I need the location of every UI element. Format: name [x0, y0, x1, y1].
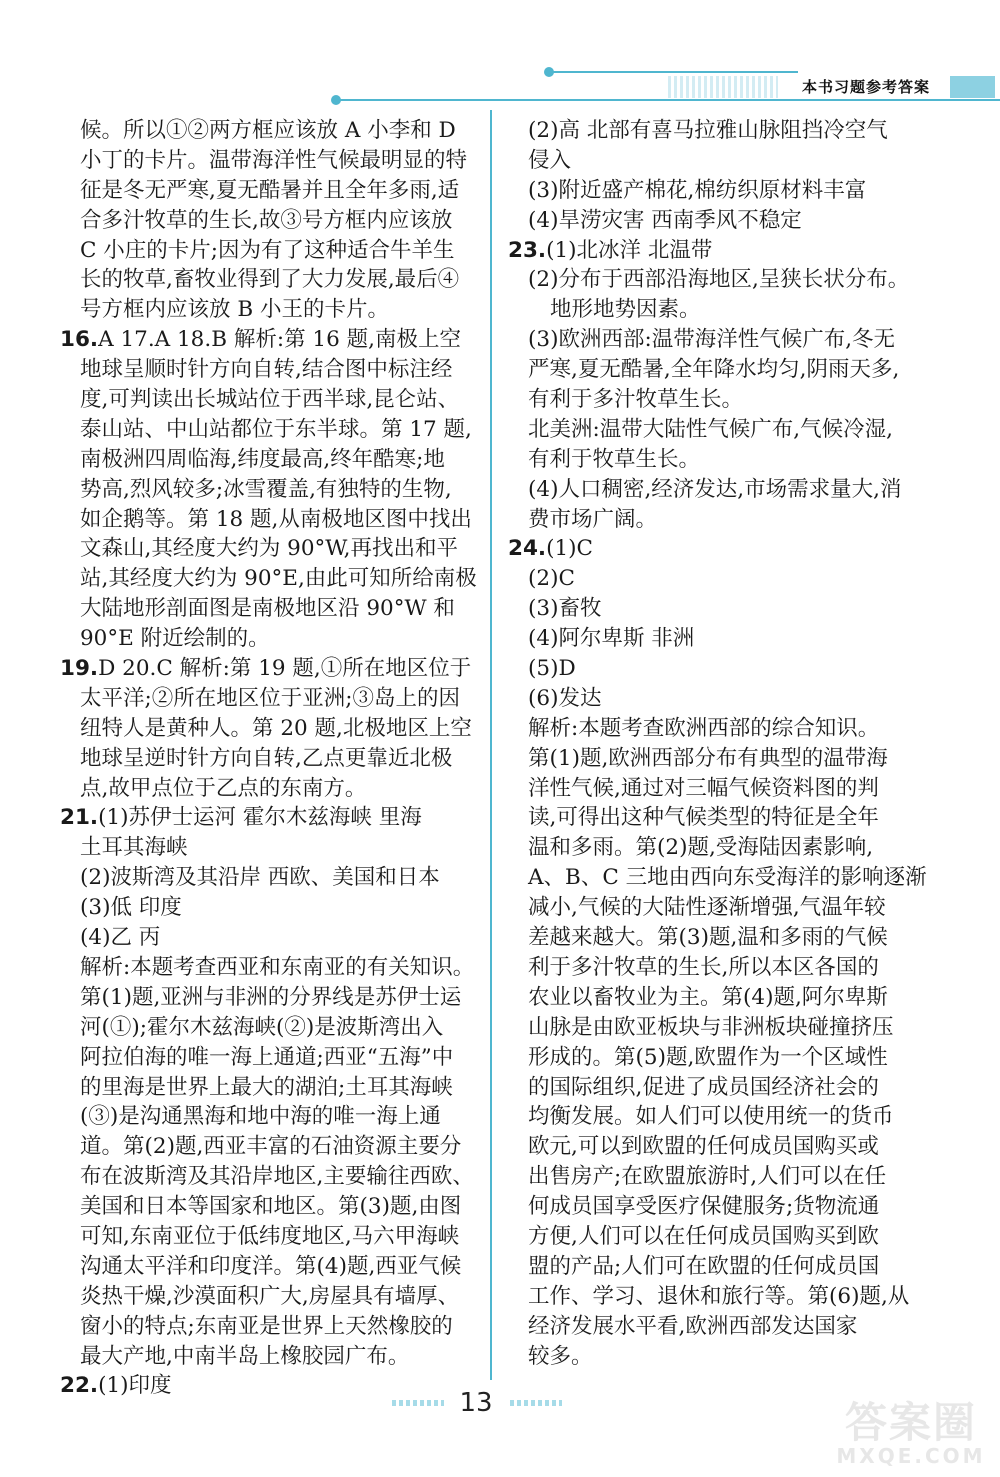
answer-text: 有利于多汁牧草生长。 — [528, 387, 744, 413]
answer-text: (1)印度 — [98, 1373, 172, 1399]
answer-text: 较多。 — [528, 1343, 593, 1369]
answer-line — [508, 803, 940, 833]
answer-line — [60, 594, 488, 624]
answer-text: 纽特人是黄种人。第 20 题,北极地区上空 — [80, 715, 472, 741]
answer-line — [60, 714, 488, 744]
answer-text: 泰山站、中山站都位于东半球。第 17 题, — [80, 416, 472, 442]
answer-line — [508, 505, 940, 535]
answer-text: 第(1)题,欧洲西部分布有典型的温带海 — [528, 745, 888, 771]
answer-text: (3)畜牧 — [528, 596, 602, 622]
answer-text: 点,故甲点位于乙点的东南方。 — [80, 775, 367, 801]
watermark-url: MXQE.COM — [836, 1444, 986, 1468]
answer-text: 严寒,夏无酷暑,全年降水均匀,阴雨天多, — [528, 357, 900, 383]
answer-text: 工作、学习、退休和旅行等。第(6)题,从 — [528, 1283, 910, 1309]
answer-line — [60, 146, 488, 176]
answer-text: 侵入 — [528, 147, 572, 173]
answer-text: A、B、C 三地由西向东受海洋的影响逐渐 — [528, 865, 927, 891]
answer-line — [60, 1162, 488, 1192]
answer-line — [60, 206, 488, 236]
header-rule-top — [548, 71, 798, 73]
question-number: 24. — [508, 536, 547, 562]
answer-text: 文森山,其经度大约为 90°W,再找出和平 — [80, 536, 458, 562]
footer-decoration-right — [510, 1400, 562, 1406]
answer-text: 的里海是世界上最大的湖泊;土耳其海峡 — [80, 1074, 453, 1100]
answer-line — [508, 1132, 940, 1162]
answer-text: 形成的。第(5)题,欧盟作为一个区域性 — [528, 1044, 888, 1070]
answer-text: A 17.A 18.B 解析:第 16 题,南极上空 — [98, 327, 461, 353]
answer-line — [508, 594, 940, 624]
answer-text: 差越来越大。第(3)题,温和多雨的气候 — [528, 925, 888, 951]
answer-text: (5)D — [528, 656, 576, 682]
answer-text: 小丁的卡片。温带海洋性气候最明显的特 — [80, 147, 468, 173]
answer-line — [508, 1102, 940, 1132]
answer-line — [508, 325, 940, 355]
answer-text: 盟的产品;人们可在欧盟的任何成员国 — [528, 1253, 880, 1279]
header-rule-bottom — [335, 99, 1000, 101]
question-number: 23. — [508, 237, 547, 263]
answer-text: 经济发展水平看,欧洲西部发达国家 — [528, 1313, 858, 1339]
answer-text: (1)北冰洋 北温带 — [546, 237, 713, 263]
answer-text: D 20.C 解析:第 19 题,①所在地区位于 — [98, 656, 472, 682]
answer-line — [508, 564, 940, 594]
answer-line — [508, 146, 940, 176]
answer-line — [508, 116, 940, 146]
answer-line — [60, 534, 488, 564]
answer-line — [60, 654, 488, 684]
question-number: 16. — [60, 327, 99, 353]
answer-text: 最大产地,中南半岛上橡胶园广布。 — [80, 1343, 410, 1369]
answer-line — [60, 445, 488, 475]
answer-line — [60, 983, 488, 1013]
answer-text: (③)是沟通黑海和地中海的唯一海上通 — [80, 1104, 441, 1130]
answer-line — [60, 953, 488, 983]
answer-line — [508, 385, 940, 415]
answer-line — [60, 564, 488, 594]
answer-text: 布在波斯湾及其沿岸地区,主要输往西欧、 — [80, 1164, 474, 1190]
answer-line — [508, 445, 940, 475]
answer-line — [508, 744, 940, 774]
answer-line — [508, 1013, 940, 1043]
answer-text: 地球呈顺时针方向自转,结合图中标注经 — [80, 357, 453, 383]
answer-line — [508, 355, 940, 385]
header-stripe-decoration — [668, 76, 778, 98]
answer-text: (3)附近盛产棉花,棉纺织原材料丰富 — [528, 177, 867, 203]
answer-text: 阿拉伯海的唯一海上通道;西亚“五海”中 — [80, 1044, 454, 1070]
answer-line — [60, 1312, 488, 1342]
answer-text: 读,可得出这种气候类型的特征是全年 — [528, 805, 879, 831]
answer-line — [508, 1342, 940, 1372]
answer-line — [60, 1222, 488, 1252]
answer-text: 号方框内应该放 B 小王的卡片。 — [80, 297, 389, 323]
answer-line — [508, 534, 940, 564]
answer-text: (3)低 印度 — [80, 895, 182, 921]
answer-text: 沟通太平洋和印度洋。第(4)题,西亚气候 — [80, 1253, 462, 1279]
answer-text: 合多汁牧草的生长,故③号方框内应该放 — [80, 207, 453, 233]
answer-text: (2)C — [528, 566, 575, 592]
answer-line — [60, 1043, 488, 1073]
header-color-block — [950, 76, 995, 98]
answer-text: 大陆地形剖面图是南极地区沿 90°W 和 — [80, 596, 455, 622]
answer-line — [60, 265, 488, 295]
answer-line — [60, 236, 488, 266]
answer-line — [60, 325, 488, 355]
answer-line — [60, 1073, 488, 1103]
answer-line — [60, 833, 488, 863]
answer-text: (4)阿尔卑斯 非洲 — [528, 626, 695, 652]
answer-line — [508, 923, 940, 953]
answer-text: 地形地势因素。 — [550, 297, 701, 323]
answer-text: 地球呈逆时针方向自转,乙点更靠近北极 — [80, 745, 453, 771]
answer-line — [508, 863, 940, 893]
answer-line — [60, 116, 488, 146]
answer-text: 山脉是由欧亚板块与非洲板块碰撞挤压 — [528, 1014, 894, 1040]
answer-text: (6)发达 — [528, 685, 602, 711]
answer-line — [60, 385, 488, 415]
answer-text: 90°E 附近绘制的。 — [80, 626, 270, 652]
answer-line — [508, 1043, 940, 1073]
answer-line — [508, 475, 940, 505]
answer-line — [508, 983, 940, 1013]
answer-line — [508, 206, 940, 236]
answer-line — [508, 1162, 940, 1192]
answer-text: 第(1)题,亚洲与非洲的分界线是苏伊士运 — [80, 984, 462, 1010]
watermark-text: 答案圈 — [844, 1398, 977, 1447]
answer-line — [60, 295, 488, 325]
answer-line — [508, 1252, 940, 1282]
answer-line — [508, 415, 940, 445]
answer-line — [60, 505, 488, 535]
answer-line — [60, 923, 488, 953]
question-number: 22. — [60, 1373, 99, 1399]
page-number: 13 — [459, 1388, 493, 1418]
answer-line — [508, 893, 940, 923]
section-title: 本书习题参考答案 — [782, 75, 950, 99]
answer-line — [60, 415, 488, 445]
answer-text: 农业以畜牧业为主。第(4)题,阿尔卑斯 — [528, 984, 888, 1010]
answer-text: 解析:本题考查欧洲西部的综合知识。 — [528, 715, 880, 741]
answer-text: 南极洲四周临海,纬度最高,终年酷寒;地 — [80, 446, 445, 472]
answer-text: 站,其经度大约为 90°E,由此可知所给南极 — [80, 566, 477, 592]
answer-text: 窗小的特点;东南亚是世界上天然橡胶的 — [80, 1313, 453, 1339]
answer-line — [60, 744, 488, 774]
answer-line — [508, 624, 940, 654]
answer-line — [60, 624, 488, 654]
answer-line — [508, 714, 940, 744]
answer-line — [60, 803, 488, 833]
answer-text: 方便,人们可以在任何成员国购买到欧 — [528, 1223, 879, 1249]
answer-line — [60, 1013, 488, 1043]
answer-line — [60, 863, 488, 893]
column-divider — [490, 110, 492, 1380]
answer-text: 出售房产;在欧盟旅游时,人们可以在任 — [528, 1164, 887, 1190]
answer-line — [508, 654, 940, 684]
answer-line — [508, 684, 940, 714]
answer-text: 解析:本题考查西亚和东南亚的有关知识。 — [80, 954, 475, 980]
answer-line — [508, 265, 940, 295]
answer-line — [508, 1073, 940, 1103]
answer-line — [60, 475, 488, 505]
answer-line — [508, 1192, 940, 1222]
answer-text: 炎热干燥,沙漠面积广大,房屋具有墙厚、 — [80, 1283, 460, 1309]
answer-text: 势高,烈风较多;冰雪覆盖,有独特的生物, — [80, 476, 452, 502]
answer-line — [60, 1282, 488, 1312]
question-number: 21. — [60, 805, 99, 831]
answer-line — [60, 1192, 488, 1222]
answer-text: (4)旱涝灾害 西南季风不稳定 — [528, 207, 802, 233]
answer-line — [508, 295, 940, 325]
answer-text: 温和多雨。第(2)题,受海陆因素影响, — [528, 835, 874, 861]
answer-text: 征是冬无严寒,夏无酷暑并且全年多雨,适 — [80, 177, 460, 203]
answer-text: 有利于牧草生长。 — [528, 446, 701, 472]
answer-line — [508, 1312, 940, 1342]
answer-text: 费市场广阔。 — [528, 506, 658, 532]
answer-text: 可知,东南亚位于低纬度地区,马六甲海峡 — [80, 1223, 460, 1249]
answer-text: 道。第(2)题,西亚丰富的石油资源主要分 — [80, 1134, 462, 1160]
answer-line — [60, 1342, 488, 1372]
answer-text: (2)分布于西部沿海地区,呈狭长状分布。 — [528, 267, 910, 293]
question-number: 19. — [60, 656, 99, 682]
answer-text: 何成员国享受医疗保健服务;货物流通 — [528, 1194, 880, 1220]
answer-text: C 小庄的卡片;因为有了这种适合牛羊生 — [80, 237, 455, 263]
answer-text: 北美洲:温带大陆性气候广布,气候冷湿, — [528, 416, 893, 442]
answer-line — [508, 176, 940, 206]
answer-text: 的国际组织,促进了成员国经济社会的 — [528, 1074, 879, 1100]
answer-text: 候。所以①②两方框应该放 A 小李和 D — [80, 118, 456, 143]
answer-line — [60, 774, 488, 804]
answer-line — [60, 176, 488, 206]
answer-text: (2)波斯湾及其沿岸 西欧、美国和日本 — [80, 865, 440, 891]
answer-line — [508, 1282, 940, 1312]
answer-text: (3)欧洲西部:温带海洋性气候广布,冬无 — [528, 327, 896, 353]
answer-text: 太平洋;②所在地区位于亚洲;③岛上的因 — [80, 685, 460, 711]
answer-text: 土耳其海峡 — [80, 835, 188, 861]
answer-line — [508, 236, 940, 266]
answer-line — [508, 774, 940, 804]
answer-text: 均衡发展。如人们可以使用统一的货币 — [528, 1104, 894, 1130]
answer-text: 减小,气候的大陆性逐渐增强,气温年较 — [528, 895, 886, 921]
watermark-logo — [826, 1400, 996, 1470]
answer-text: 河(①);霍尔木兹海峡(②)是波斯湾出入 — [80, 1014, 444, 1040]
answer-text: 度,可判读出长城站位于西半球,昆仑站、 — [80, 387, 460, 413]
answer-line — [60, 1102, 488, 1132]
answer-column-right — [508, 116, 940, 1371]
answer-text: (2)高 北部有喜马拉雅山脉阻挡冷空气 — [528, 118, 888, 143]
answer-text: (4)乙 丙 — [80, 925, 161, 951]
answer-line — [508, 953, 940, 983]
answer-text: 洋性气候,通过对三幅气候资料图的判 — [528, 775, 879, 801]
answer-line — [508, 1222, 940, 1252]
answer-line — [508, 833, 940, 863]
answer-text: (1)苏伊士运河 霍尔木兹海峡 里海 — [98, 805, 422, 831]
answer-text: 长的牧草,畜牧业得到了大力发展,最后④ — [80, 267, 460, 293]
answer-text: 利于多汁牧草的生长,所以本区各国的 — [528, 954, 879, 980]
answer-line — [60, 1252, 488, 1282]
answer-line — [60, 355, 488, 385]
answer-text: 欧元,可以到欧盟的任何成员国购买或 — [528, 1134, 879, 1160]
answer-text: 美国和日本等国家和地区。第(3)题,由图 — [80, 1194, 462, 1220]
answer-line — [60, 1132, 488, 1162]
footer-decoration-left — [392, 1400, 444, 1406]
answer-text: (4)人口稠密,经济发达,市场需求量大,消 — [528, 476, 902, 502]
answer-text: 如企鹅等。第 18 题,从南极地区图中找出 — [80, 506, 472, 532]
answer-text: (1)C — [546, 536, 593, 562]
answer-column-left — [60, 116, 488, 1401]
answer-line — [60, 893, 488, 923]
answer-line — [60, 684, 488, 714]
